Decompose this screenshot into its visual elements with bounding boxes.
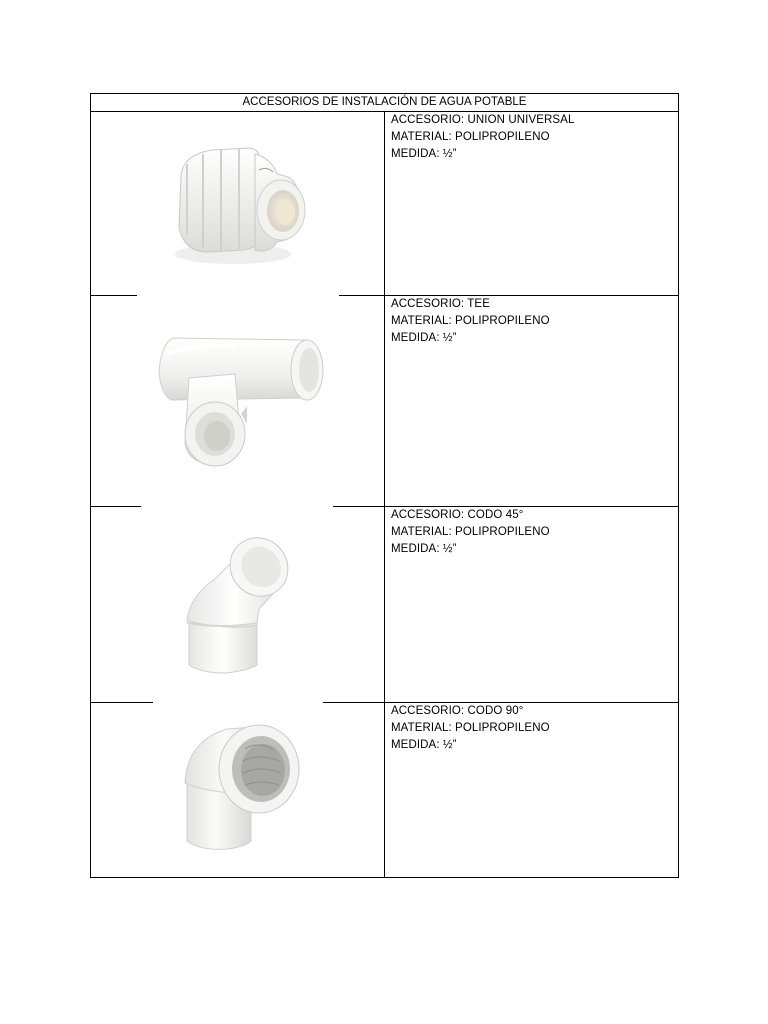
- union-universal-photo: [151, 114, 331, 292]
- accesorio-label: ACCESORIO: UNION UNIVERSAL: [391, 114, 575, 126]
- elbow-45-photo: [141, 505, 333, 701]
- table-title: ACCESORIOS DE INSTALACIÓN DE AGUA POTABLE: [91, 94, 678, 112]
- image-cell: [91, 507, 384, 702]
- table-row-codo-45: [91, 507, 678, 702]
- tee-photo: [137, 294, 339, 506]
- elbow-90-photo: [153, 701, 323, 877]
- medida-label: MEDIDA: ½”: [391, 148, 457, 160]
- description-cell: [391, 507, 671, 558]
- fittings-table: [90, 93, 679, 878]
- accesorio-label: ACCESORIO: TEE: [391, 298, 490, 310]
- material-label: MATERIAL: POLIPROPILENO: [391, 526, 550, 538]
- table-row-union-universal: [91, 112, 678, 295]
- accesorio-label: ACCESORIO: CODO 90°: [391, 705, 524, 717]
- medida-label: MEDIDA: ½”: [391, 739, 457, 751]
- image-cell: [91, 703, 384, 878]
- image-cell: [91, 296, 384, 506]
- material-label: MATERIAL: POLIPROPILENO: [391, 315, 550, 327]
- medida-label: MEDIDA: ½”: [391, 332, 457, 344]
- medida-label: MEDIDA: ½”: [391, 543, 457, 555]
- description-cell: [391, 296, 671, 347]
- material-label: MATERIAL: POLIPROPILENO: [391, 131, 550, 143]
- image-cell: [91, 112, 384, 295]
- description-cell: [391, 112, 671, 163]
- accesorio-label: ACCESORIO: CODO 45°: [391, 509, 524, 521]
- table-row-codo-90: [91, 703, 678, 878]
- material-label: MATERIAL: POLIPROPILENO: [391, 722, 550, 734]
- description-cell: [391, 703, 671, 754]
- table-row-tee: [91, 296, 678, 506]
